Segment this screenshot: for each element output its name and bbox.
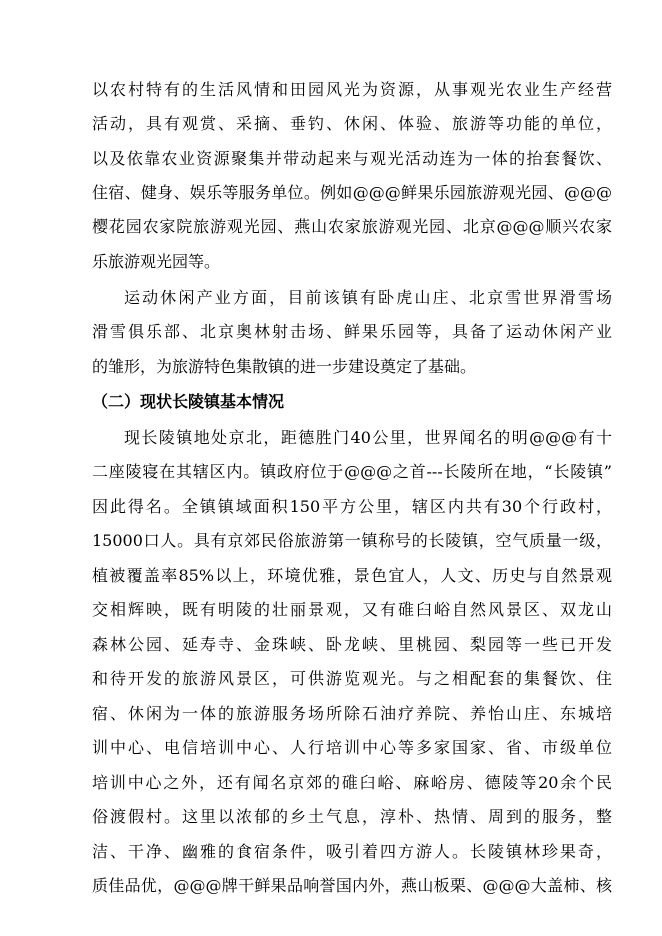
text-line: 活动，具有观赏、采摘、垂钓、休闲、体验、旅游等功能的单位， — [92, 114, 612, 133]
text-line: 樱花园农家院旅游观光园、燕山农家旅游观光园、北京@@@顺兴农家 — [92, 217, 612, 236]
text-line: 二座陵寝在其辖区内。镇政府位于@@@之首---长陵所在地，“长陵镇” — [92, 462, 612, 481]
section-heading: （二）现状长陵镇基本情况 — [92, 392, 285, 411]
text-line: 和待开发的旅游风景区，可供游览观光。与之相配套的集餐饮、住 — [92, 669, 612, 688]
text-line: 乐旅游观光园等。 — [92, 252, 221, 271]
text-line: 因此得名。全镇镇域面积150平方公里，辖区内共有30个行政村， — [92, 497, 612, 516]
text-line: 培训中心之外，还有闻名京郊的碓臼峪、麻峪房、德陵等20余个民 — [92, 773, 612, 792]
text-line: 运动休闲产业方面，目前该镇有卧虎山庄、北京雪世界滑雪场 — [124, 288, 612, 307]
text-line: 植被覆盖率85%以上，环境优雅，景色宜人，人文、历史与自然景观 — [92, 566, 612, 585]
text-line: 俗渡假村。这里以浓郁的乡土气息，淳朴、热情、周到的服务，整 — [92, 807, 612, 826]
text-line: 洁、干净、幽雅的食宿条件，吸引着四方游人。长陵镇林珍果奇， — [92, 842, 612, 861]
text-line: 现长陵镇地处京北，距德胜门40公里，世界闻名的明@@@有十 — [124, 428, 612, 447]
text-line: 宿、休闲为一体的旅游服务场所除石油疗养院、养怡山庄、东城培 — [92, 704, 612, 723]
text-line: 训中心、电信培训中心、人行培训中心等多家国家、省、市级单位 — [92, 738, 612, 757]
text-line: 质佳品优，@@@牌干鲜果品响誉国内外，燕山板栗、@@@大盖柿、核 — [92, 876, 612, 895]
text-line: 交相辉映，既有明陵的壮丽景观，又有碓臼峪自然风景区、双龙山 — [92, 600, 612, 619]
text-line: 以及依靠农业资源聚集并带动起来与观光活动连为一体的抬套餐饮、 — [92, 149, 612, 168]
text-line: 15000口人。具有京郊民俗旅游第一镇称号的长陵镇，空气质量一级， — [92, 531, 612, 550]
text-line: 以农村特有的生活风情和田园风光为资源，从事观光农业生产经营 — [92, 80, 612, 99]
text-line: 住宿、健身、娱乐等服务单位。例如@@@鲜果乐园旅游观光园、@@@ — [92, 183, 612, 202]
text-line: 森林公园、延寿寺、金珠峡、卧龙峡、里桃园、梨园等一些已开发 — [92, 635, 612, 654]
text-line: 滑雪俱乐部、北京奥林射击场、鲜果乐园等，具备了运动休闲产业 — [92, 322, 612, 341]
text-line: 的雏形，为旅游特色集散镇的进一步建设奠定了基础。 — [92, 357, 477, 376]
